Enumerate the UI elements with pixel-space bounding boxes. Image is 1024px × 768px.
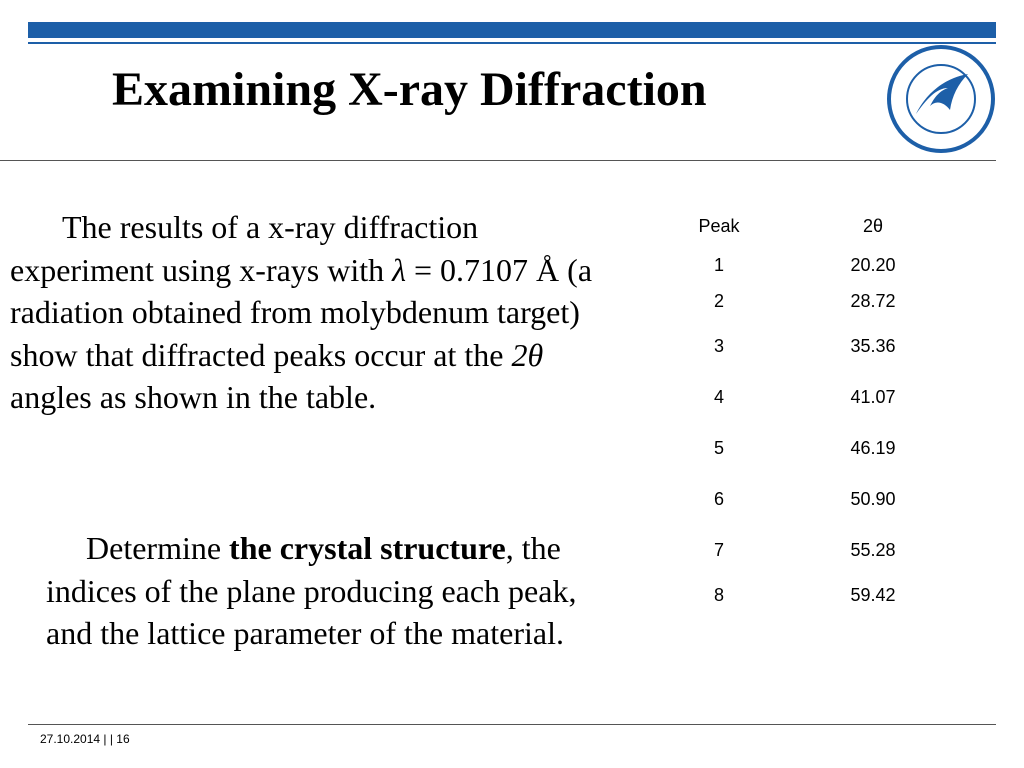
table-cell-two-theta: 46.19 [850,438,896,458]
table-cell-two-theta: 20.20 [850,255,896,275]
table-cell-peak: 6 [713,489,725,509]
table-cell-two-theta: 50.90 [850,489,896,509]
description-paragraph [10,206,600,419]
table-cell-two-theta: 28.72 [850,291,896,311]
two-theta-symbol: 2θ [511,336,544,373]
footer-text: 27.10.2014 | | 16 [40,732,130,746]
task-paragraph [46,527,626,655]
para1-text-end: angles as shown in the table. [10,379,377,415]
table-cell-two-theta: 35.36 [850,336,896,356]
table-header-peak: Peak [698,216,740,236]
header-bar [28,22,996,38]
table-cell-peak: 4 [713,387,725,407]
table-cell-peak: 2 [713,291,725,311]
para1-text-middle: = 0.7107 Å (a radiation obtained from molybdenum target) show that diffracted peaks occur at the [10,251,593,373]
table-header-two-theta: 2θ [862,216,884,236]
header-rule [28,42,996,44]
lambda-symbol: λ [392,251,406,288]
table-cell-peak: 8 [713,585,725,605]
table-cell-two-theta: 55.28 [850,540,896,560]
para2-text-start: Determine [86,530,230,566]
table-cell-peak: 1 [713,255,725,275]
table-cell-two-theta: 59.42 [850,585,896,605]
slide-title: Examining X-ray Diffraction [112,63,707,116]
footer-rule [28,724,996,725]
table-cell-two-theta: 41.07 [850,387,896,407]
table-cell-peak: 5 [713,438,725,458]
table-cell-peak: 7 [713,540,725,560]
content-divider [0,160,996,161]
institute-logo-icon [886,44,996,154]
table-cell-peak: 3 [713,336,725,356]
para2-text-end: , the indices of the plane producing each peak, and the lattice parameter of the material. [46,530,577,651]
para1-text-start: The results of a x-ray diffraction experiment using x-rays with [10,209,479,288]
para2-bold-phrase: the crystal structure [229,530,506,566]
